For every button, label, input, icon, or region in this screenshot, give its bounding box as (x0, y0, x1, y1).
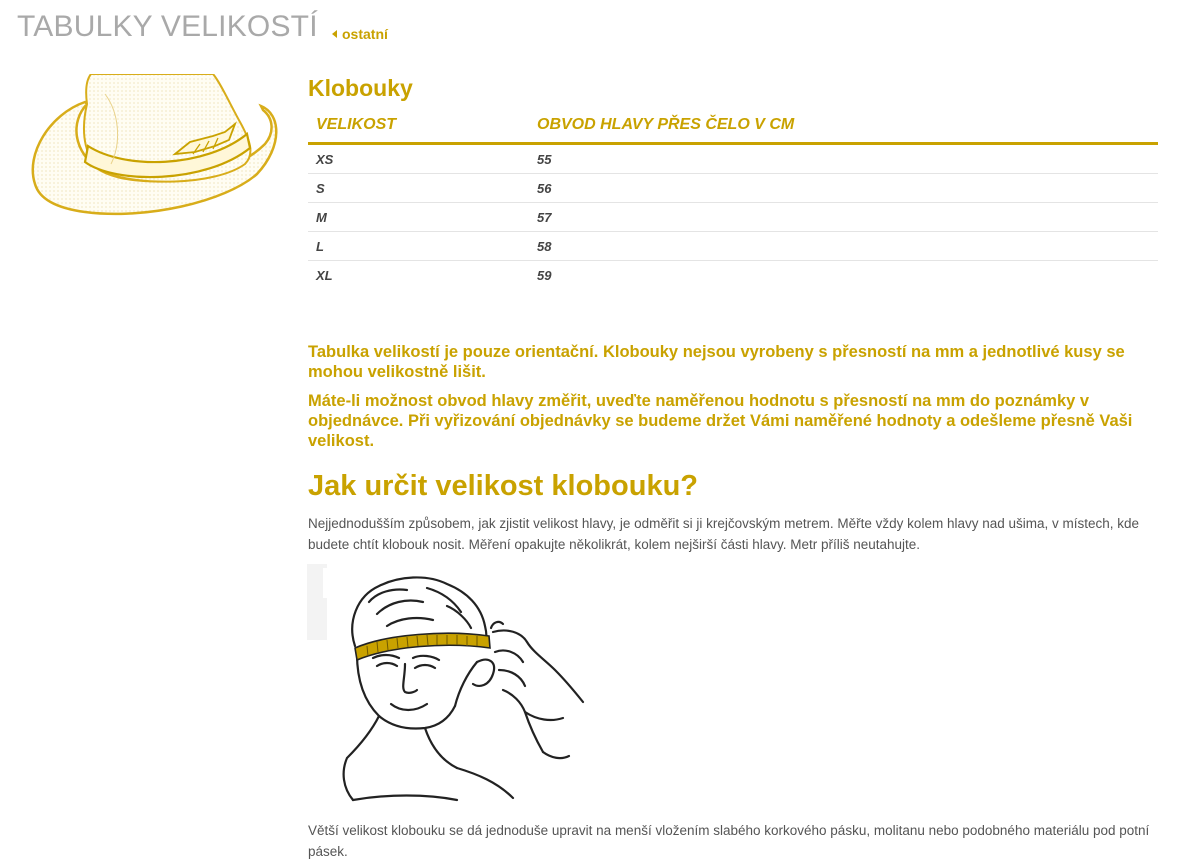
hat-illustration (25, 74, 280, 216)
table-row (308, 144, 1158, 174)
table-cell-size: L (308, 232, 529, 261)
man-measuring-head-illustration (307, 562, 607, 807)
table-row (308, 261, 1158, 290)
size-notice-orientation: Tabulka velikostí je pouze orientační. Klobouky nejsou vyrobeny s přesností na mm a jednotlivé kusy se mohou velikostně lišit. (308, 343, 1125, 381)
table-row (308, 203, 1158, 232)
table-row (308, 232, 1158, 261)
size-table-section (308, 72, 1158, 289)
howto-heading: Jak určit velikost klobouku? (308, 470, 698, 502)
back-link-label: ostatní (342, 26, 388, 42)
table-cell-circumference: 59 (537, 267, 552, 283)
size-notice-measure: Máte-li možnost obvod hlavy změřit, uveďte naměřenou hodnotu s přesností na mm do poznámky v objednávce. Při vyřizování objednávky se budeme držet Vámi naměřené hodnoty a odešleme přesně Vaši velikost. (308, 392, 1133, 450)
column-header-circumference: OBVOD HLAVY PŘES ČELO V CM (529, 114, 1158, 144)
back-link-ostatni[interactable] (332, 26, 388, 42)
caret-left-icon (332, 30, 337, 38)
footer-tip: Větší velikost klobouku se dá jednoduše upravit na menší vložením slabého korkového pásku, molitanu nebo podobného materiálu pod potní pásek. (308, 823, 1150, 859)
table-row (308, 174, 1158, 203)
table-cell-size: M (308, 203, 529, 232)
size-table (308, 114, 1158, 289)
column-header-size: VELIKOST (308, 114, 529, 144)
page-title: TABULKY VELIKOSTÍ (17, 10, 318, 43)
table-cell-circumference: 57 (529, 203, 1158, 232)
section-title: Klobouky (308, 75, 413, 101)
table-header-row (308, 114, 1158, 144)
table-cell-circumference: 56 (529, 174, 1158, 203)
table-cell-size: XL (316, 267, 333, 283)
table-cell-circumference: 58 (529, 232, 1158, 261)
table-cell-size: XS (308, 144, 529, 174)
howto-text: Nejjednodušším způsobem, jak zjistit velikost hlavy, je odměřit si ji krejčovským metrem. Měřte vždy kolem hlavy nad ušima, v místech, kde budete chtít klobouk nosit. Měření opakujte několikrát, kolem nejširší části hlavy. Metr příliš neutahujte. (308, 516, 1140, 552)
table-cell-size: S (308, 174, 529, 203)
table-cell-circumference: 55 (529, 144, 1158, 174)
